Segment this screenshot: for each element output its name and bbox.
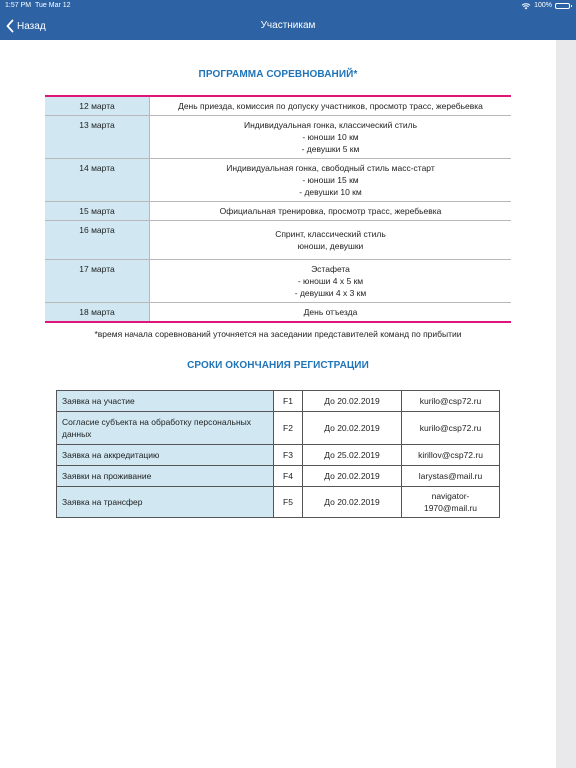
registration-code: F1 <box>274 391 303 412</box>
program-row <box>45 96 511 116</box>
program-date: 16 марта <box>45 221 150 260</box>
event-line: - девушки 10 км <box>299 187 362 197</box>
program-event <box>150 303 512 323</box>
status-right <box>521 0 570 12</box>
event-line: юноши, девушки <box>297 241 364 251</box>
nav-bar <box>0 12 576 40</box>
registration-email: larystas@mail.ru <box>402 466 500 487</box>
event-line: День отъезда <box>303 307 358 317</box>
program-row <box>45 303 511 323</box>
program-row <box>45 221 511 260</box>
event-line: - юноши 4 х 5 км <box>297 276 364 286</box>
status-date: Tue Mar 12 <box>35 2 71 9</box>
program-event <box>150 159 512 202</box>
program-date: 17 марта <box>45 260 150 303</box>
registration-name: Заявка на трансфер <box>57 487 274 518</box>
registration-code: F4 <box>274 466 303 487</box>
event-line: День приезда, комиссия по допуску участников, просмотр трасс, жеребьевка <box>178 101 483 111</box>
registration-row <box>57 466 500 487</box>
wifi-icon <box>521 2 531 10</box>
program-row <box>45 202 511 221</box>
event-line: - юноши 15 км <box>302 175 359 185</box>
program-date: 15 марта <box>45 202 150 221</box>
program-event <box>150 96 512 116</box>
program-title: ПРОГРАММА СОРЕВНОВАНИЙ* <box>198 69 358 80</box>
registration-row <box>57 487 500 518</box>
registration-deadline: До 20.02.2019 <box>303 391 402 412</box>
registration-name: Заявка на участие <box>57 391 274 412</box>
registration-email: kirillov@csp72.ru <box>402 445 500 466</box>
registration-row <box>57 445 500 466</box>
event-line: - девушки 4 х 3 км <box>294 288 367 298</box>
status-bar <box>0 0 576 12</box>
registration-code: F5 <box>274 487 303 518</box>
registration-code: F3 <box>274 445 303 466</box>
program-event <box>150 260 512 303</box>
registration-deadline: До 20.02.2019 <box>303 487 402 518</box>
event-line: - девушки 5 км <box>301 144 360 154</box>
program-event <box>150 116 512 159</box>
registration-name: Заявки на проживание <box>57 466 274 487</box>
registration-email: kurilo@csp72.ru <box>402 391 500 412</box>
registration-deadline: До 25.02.2019 <box>303 445 402 466</box>
program-date: 14 марта <box>45 159 150 202</box>
program-event <box>150 221 512 260</box>
event-line: Индивидуальная гонка, свободный стиль масс-старт <box>226 163 435 173</box>
document-page <box>0 40 556 768</box>
program-date: 13 марта <box>45 116 150 159</box>
event-line: - юноши 10 км <box>302 132 359 142</box>
registration-code: F2 <box>274 412 303 445</box>
program-event <box>150 202 512 221</box>
registration-email: navigator-1970@mail.ru <box>402 487 500 518</box>
registration-row <box>57 391 500 412</box>
program-row <box>45 116 511 159</box>
event-line: Индивидуальная гонка, классический стиль <box>243 120 418 130</box>
program-date: 18 марта <box>45 303 150 323</box>
event-line: Спринт, классический стиль <box>275 229 386 239</box>
status-time: 1:57 PM <box>5 2 32 9</box>
program-note: *время начала соревнований уточняется на заседании представителей команд по прибытии <box>94 329 462 339</box>
program-table <box>45 95 511 323</box>
battery-icon <box>555 3 570 9</box>
battery-percent: 100% <box>534 2 552 9</box>
registration-title: СРОКИ ОКОНЧАНИЯ РЕГИСТРАЦИИ <box>187 360 369 371</box>
registration-email: kurilo@csp72.ru <box>402 412 500 445</box>
registration-table <box>56 390 500 518</box>
registration-name: Согласие субъекта на обработку персональных данных <box>57 412 274 445</box>
event-line: Эстафета <box>311 264 350 274</box>
registration-deadline: До 20.02.2019 <box>303 412 402 445</box>
registration-deadline: До 20.02.2019 <box>303 466 402 487</box>
program-row <box>45 159 511 202</box>
registration-row <box>57 412 500 445</box>
back-label: Назад <box>17 20 46 32</box>
page-title: Участникам <box>260 20 316 31</box>
program-row <box>45 260 511 303</box>
registration-name: Заявка на аккредитацию <box>57 445 274 466</box>
program-date: 12 марта <box>45 96 150 116</box>
event-line: Официальная тренировка, просмотр трасс, жеребьевка <box>219 206 442 216</box>
